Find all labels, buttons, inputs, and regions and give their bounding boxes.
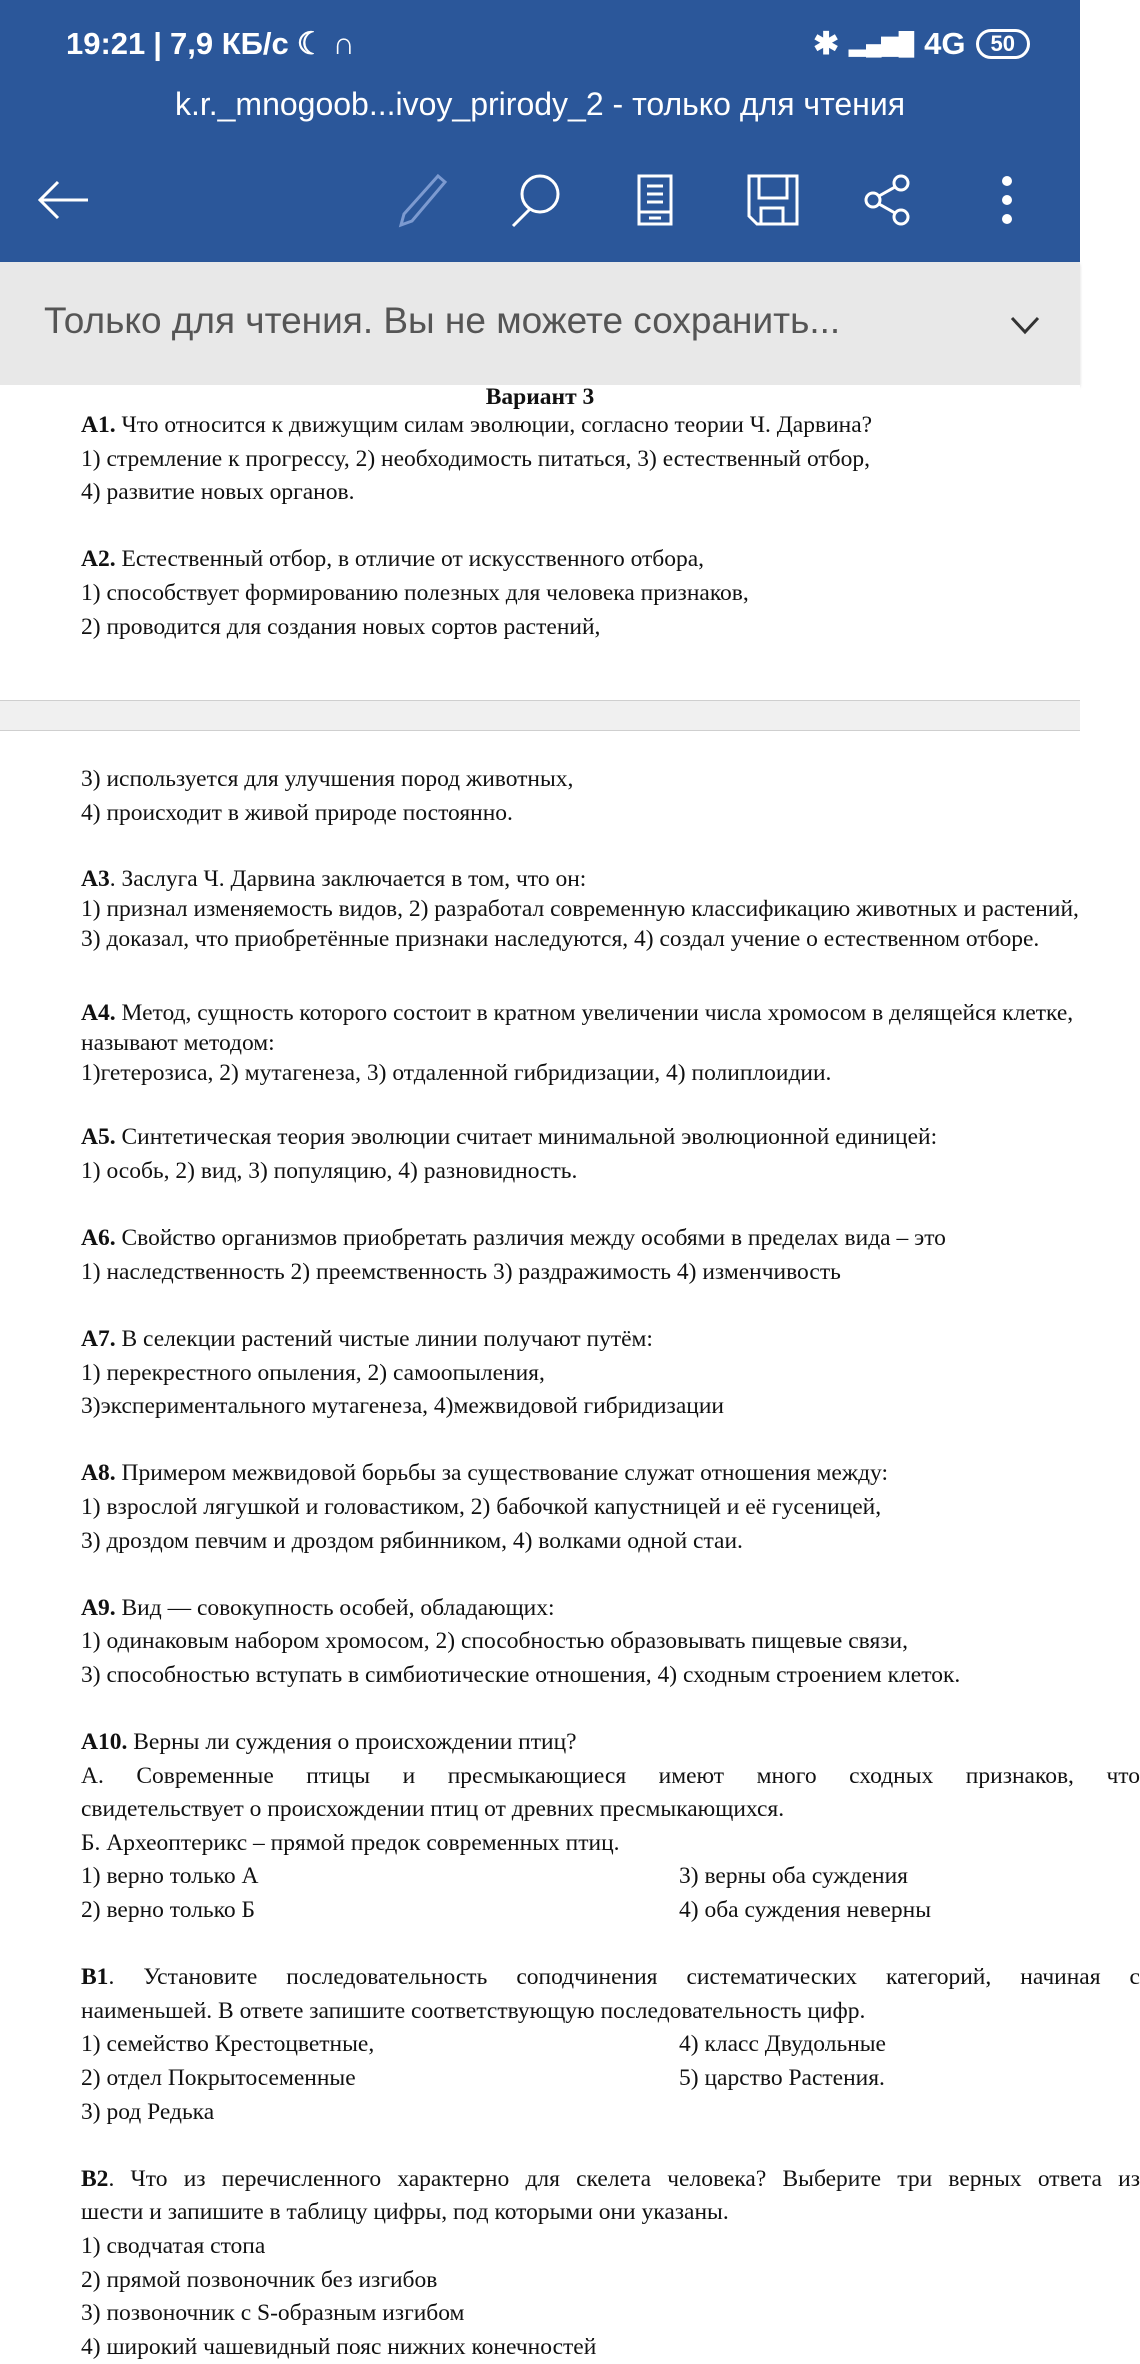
status-bar: 19:21 | 7,9 КБ/с ☾ ∩ ✱ ▂▄▆█ 4G 50 (66, 22, 1030, 66)
question-text: Свойство организмов приобретать различия между особями в пределах вида – это (115, 1225, 946, 1252)
question-label: А9. (81, 1594, 116, 1621)
battery-icon: 50 (976, 29, 1030, 59)
edit-button[interactable] (388, 165, 458, 235)
question-a4 (0, 998, 1080, 1088)
answer-line: шести и запишите в таблицу цифры, под которыми они указаны. (81, 2199, 729, 2226)
question-text: Синтетическая теория эволюции считает минимальной эволюционной единицей: (115, 1124, 938, 1151)
question-text: . Установите последовательность соподчинения систематических категорий, начиная с (108, 1964, 1140, 1991)
reading-view-button[interactable] (620, 165, 690, 235)
moon-icon: ☾ (296, 26, 325, 61)
question-text: . Заслуга Ч. Дарвина заключается в том, что он: (109, 865, 587, 892)
document-page-1 (0, 385, 1080, 700)
answer-line: наименьшей. В ответе запишите соответствующую последовательность цифр. (81, 1997, 866, 2024)
question-a10 (0, 1726, 1140, 1928)
question-label: А1. (81, 412, 116, 438)
answer-line: 1) особь, 2) вид, 3) популяцию, 4) разновидность. (81, 1157, 578, 1184)
mobile-view-icon (637, 174, 673, 226)
answer-line: 4) происходит в живой природе постоянно. (81, 799, 513, 826)
question-label: А3 (81, 865, 110, 892)
question-a5 (0, 1121, 1080, 1188)
question-a2-part1 (0, 543, 1080, 644)
network-type: 4G (924, 26, 966, 61)
question-b1 (0, 1961, 1140, 2129)
question-label: В1 (81, 1964, 109, 1991)
question-a2-part2 (0, 763, 1080, 830)
answer-line: 1) одинаковым набором хромосом, 2) способностью образовывать пищевые связи, (81, 1628, 908, 1655)
document-page-2 (0, 731, 1140, 2360)
question-text: Метод, сущность которого состоит в кратном увеличении числа хромосом в делящейся клетке, (115, 999, 1074, 1026)
option: 4) оба суждения неверны (679, 1897, 931, 1924)
chevron-down-icon[interactable] (1000, 300, 1050, 350)
arrow-left-icon (36, 180, 90, 220)
question-a9 (0, 1592, 1080, 1693)
question-text: В селекции растений чистые линии получают путём: (115, 1325, 653, 1352)
answer-line: 3) доказал, что приобретённые признаки наследуются, 4) создал учение о естественном отборе. (81, 925, 1040, 952)
read-only-banner[interactable] (0, 262, 1080, 385)
question-text: Естественный отбор, в отличие от искусственного отбора, (115, 546, 705, 573)
toolbar (0, 165, 1080, 235)
question-label: А7. (81, 1325, 116, 1352)
question-text: Вид — совокупность особей, обладающих: (115, 1594, 555, 1621)
signal-icon: ▂▄▆█ (849, 31, 915, 56)
question-text: Верны ли суждения о происхождении птиц? (127, 1729, 577, 1756)
more-options-button[interactable] (972, 165, 1042, 235)
question-a8 (0, 1457, 1080, 1558)
option: 2) верно только Б (81, 1897, 255, 1924)
option: 3) позвоночник с S-образным изгибом (81, 2300, 465, 2327)
network-speed: 7,9 КБ/с (169, 26, 289, 61)
answer-line: 1) наследственность 2) преемственность 3) раздражимость 4) изменчивость (81, 1258, 841, 1285)
headphones-icon: ∩ (332, 26, 355, 61)
option: 4) широкий чашевидный пояс нижних конечностей (81, 2333, 597, 2360)
answer-line: 3)экспериментального мутагенеза, 4)межвидовой гибридизации (81, 1393, 725, 1420)
option: 1) сводчатая стопа (81, 2232, 266, 2259)
statement-b: Б. Археоптерикс – прямой предок современных птиц. (81, 1829, 620, 1856)
question-label: А2. (81, 546, 116, 573)
question-label: А6. (81, 1225, 116, 1252)
save-button[interactable] (738, 165, 808, 235)
status-time: 19:21 (66, 26, 146, 61)
document-title: k.r._mnogoob...ivoy_prirody_2 - только для чтения (174, 86, 906, 122)
option: 1) семейство Крестоцветные, (81, 2031, 375, 2058)
page-break (0, 700, 1080, 731)
option: 2) отдел Покрытосеменные (81, 2065, 356, 2091)
more-vertical-icon (1001, 175, 1013, 225)
app-bar (0, 0, 1080, 262)
answer-line: 1) перекрестного опыления, 2) самоопыления, (81, 1359, 545, 1386)
option: 5) царство Растения. (679, 2065, 885, 2091)
answer-line: 1) взрослой лягушкой и головастиком, 2) бабочкой капустницей и её гусеницей, (81, 1493, 882, 1520)
share-icon (863, 173, 913, 227)
question-text: Что относится к движущим силам эволюции, согласно теории Ч. Дарвина? (115, 412, 873, 438)
statement-a: А. Современные птицы и пресмыкающиеся имеют много сходных признаков, что (81, 1762, 1140, 1789)
question-b2 (0, 2163, 1140, 2364)
answer-line: 1)гетерозиса, 2) мутагенеза, 3) отдаленной гибридизации, 4) полиплоидии. (81, 1059, 832, 1086)
question-label: А10. (81, 1729, 128, 1756)
answer-line: 1) стремление к прогрессу, 2) необходимость питаться, 3) естественный отбор, (81, 445, 871, 472)
option: 1) верно только А (81, 1863, 259, 1890)
answer-line: 3) используется для улучшения пород животных, (81, 766, 574, 792)
question-label: В2 (81, 2165, 109, 2192)
question-a7 (0, 1323, 1080, 1424)
option: 3) верны оба суждения (679, 1863, 908, 1890)
question-label: А8. (81, 1460, 116, 1487)
variant-heading: Вариант 3 (485, 384, 595, 410)
question-a3 (0, 864, 1080, 954)
search-icon (508, 172, 562, 228)
pencil-icon (398, 173, 448, 227)
answer-line: называют методом: (81, 1029, 275, 1056)
question-text: . Что из перечисленного характерно для скелета человека? Выберите три верных ответа из (108, 2165, 1140, 2192)
share-button[interactable] (853, 165, 923, 235)
answer-line: 3) способностью вступать в симбиотические отношения, 4) сходным строением клеток. (81, 1661, 961, 1688)
question-text: Примером межвидовой борьбы за существование служат отношения между: (115, 1460, 889, 1487)
save-icon (747, 174, 799, 226)
search-button[interactable] (500, 165, 570, 235)
answer-line: 4) развитие новых органов. (81, 479, 355, 506)
question-label: А5. (81, 1124, 116, 1151)
statement-a-cont: свидетельствует о происхождении птиц от древних пресмыкающихся. (81, 1796, 785, 1823)
bluetooth-icon: ✱ (813, 26, 840, 61)
answer-line: 1) способствует формированию полезных для человека признаков, (81, 579, 749, 606)
answer-line: 1) признал изменяемость видов, 2) разработал современную классификацию животных и растений, (81, 895, 1079, 922)
option: 4) класс Двудольные (679, 2031, 886, 2058)
option: 3) род Редька (81, 2098, 215, 2125)
answer-line: 3) дроздом певчим и дроздом рябинником, 4) волками одной стаи. (81, 1527, 743, 1554)
back-button[interactable] (28, 165, 98, 235)
option: 2) прямой позвоночник без изгибов (81, 2266, 438, 2293)
question-label: А4. (81, 999, 116, 1026)
question-a1 (0, 409, 1080, 510)
read-only-message: Только для чтения. Вы не можете сохранить... (44, 300, 841, 341)
answer-line: 2) проводится для создания новых сортов растений, (81, 613, 601, 640)
question-a6 (0, 1222, 1080, 1289)
